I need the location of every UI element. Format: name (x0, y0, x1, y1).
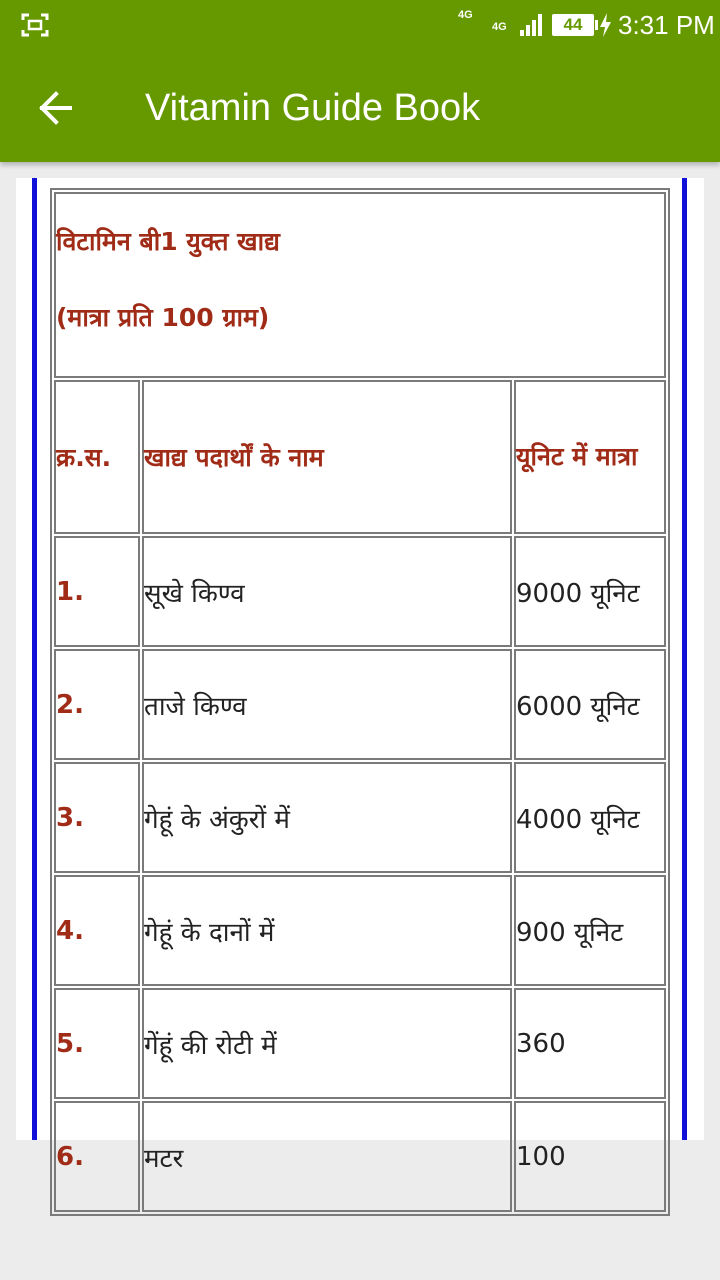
table-row (54, 875, 666, 986)
screenshot-icon (22, 14, 48, 36)
row-amount: 360 (514, 988, 666, 1099)
left-border-line (32, 178, 37, 1140)
battery-icon (552, 14, 594, 36)
row-amount: 9000 यूनिट (514, 536, 666, 647)
table-row (54, 762, 666, 873)
battery-level: 44 (563, 15, 583, 34)
header-food-name: खाद्य पदार्थों के नाम (142, 380, 512, 534)
row-sn: 5. (54, 988, 140, 1099)
row-sn: 3. (54, 762, 140, 873)
right-border-line (682, 178, 687, 1140)
row-amount: 900 यूनिट (514, 875, 666, 986)
row-food-name: ताजे किण्व (142, 649, 512, 760)
clock: 3:31 PM (618, 10, 715, 40)
row-sn: 1. (54, 536, 140, 647)
network-type-2: 4G (492, 21, 507, 33)
content-panel (16, 178, 704, 1174)
row-food-name: मटर (142, 1101, 512, 1212)
row-sn: 6. (54, 1101, 140, 1212)
row-sn: 4. (54, 875, 140, 986)
table-row (54, 988, 666, 1099)
header-amount: यूनिट में मात्रा (514, 380, 666, 534)
header-sn: क्र.स. (54, 380, 140, 534)
back-arrow-icon[interactable] (30, 82, 82, 134)
vitamin-table (50, 188, 670, 1216)
network-type-1: 4G (458, 9, 473, 21)
table-title-cell (54, 192, 666, 378)
row-sn: 2. (54, 649, 140, 760)
table-title-row (54, 192, 666, 378)
row-amount: 6000 यूनिट (514, 649, 666, 760)
status-bar (0, 0, 720, 52)
row-amount: 100 (514, 1101, 666, 1212)
page-title: Vitamin Guide Book (145, 87, 481, 129)
row-food-name: गेंहूं की रोटी में (142, 988, 512, 1099)
row-amount: 4000 यूनिट (514, 762, 666, 873)
app-bar (0, 0, 720, 162)
table-row (54, 536, 666, 647)
row-food-name: सूखे किण्व (142, 536, 512, 647)
charging-icon (598, 12, 612, 38)
table-row (54, 1101, 666, 1212)
row-food-name: गेहूं के दानों में (142, 875, 512, 986)
table-row (54, 649, 666, 760)
signal-icon (518, 12, 544, 38)
row-food-name: गेहूं के अंकुरों में (142, 762, 512, 873)
table-subtitle: (मात्रा प्रति 100 ग्राम) (56, 303, 270, 332)
table-header-row (54, 380, 666, 534)
table-title: विटामिन बी1 युक्त खाद्य (56, 227, 280, 256)
